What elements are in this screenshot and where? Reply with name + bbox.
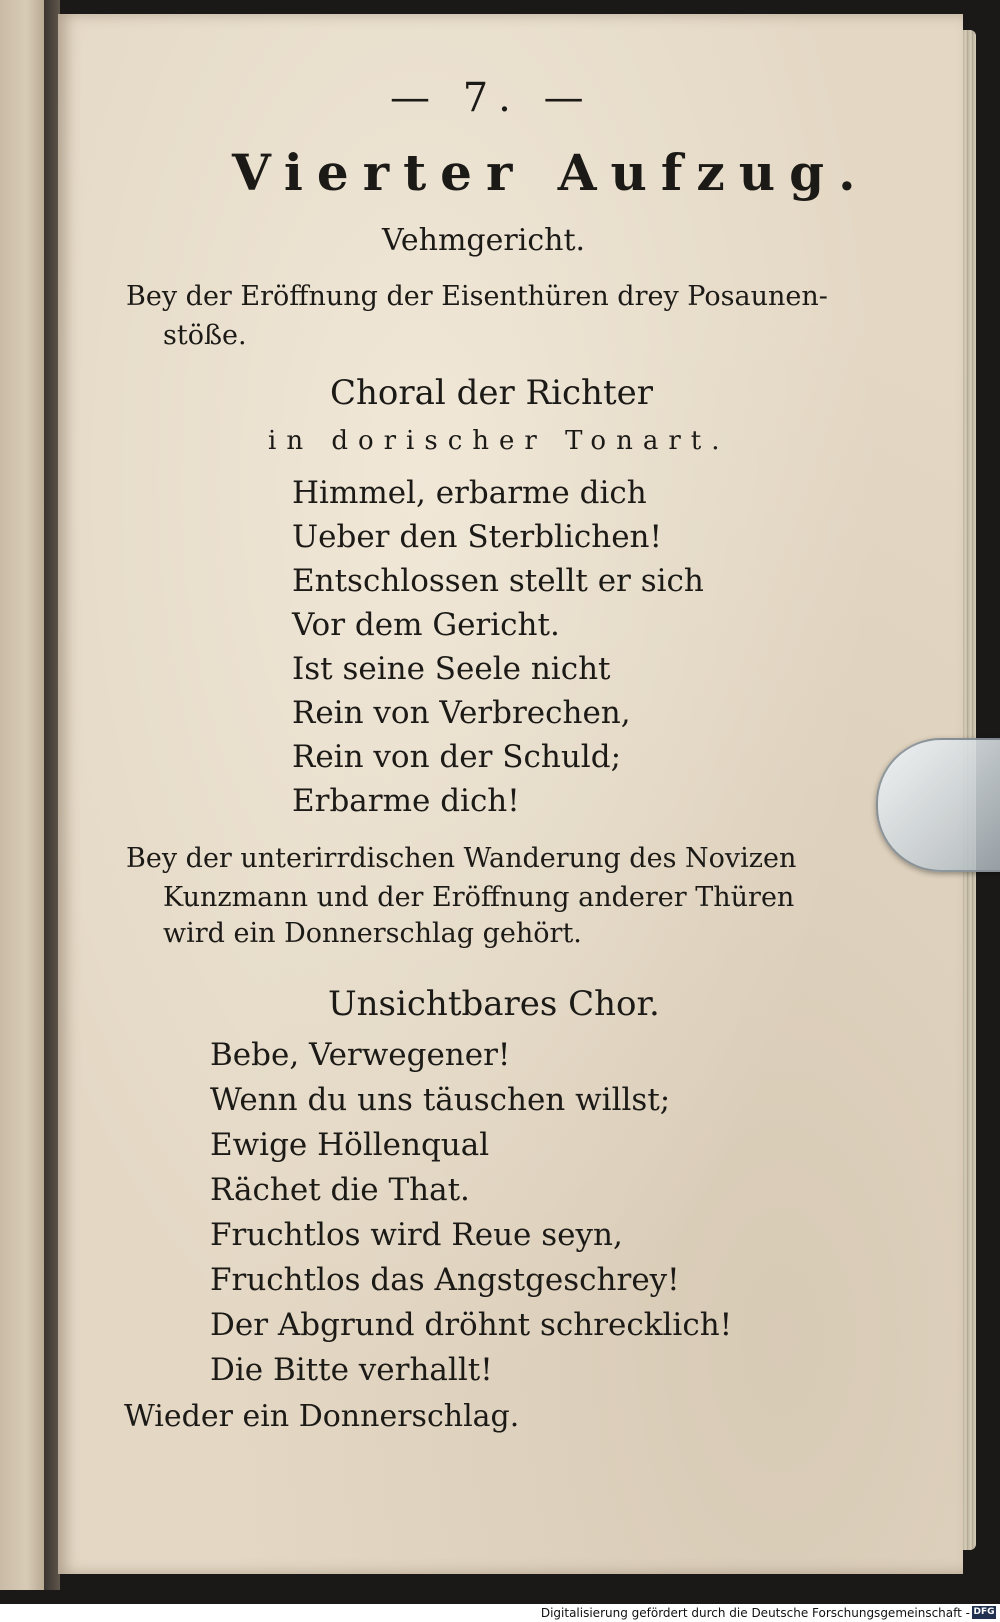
verse-line: Ist seine Seele nicht — [292, 651, 611, 687]
verse-line: Fruchtlos wird Reue seyn, — [210, 1217, 623, 1253]
act-heading: Vierter Aufzug. — [232, 143, 870, 202]
verse-line: Die Bitte verhallt! — [210, 1352, 493, 1388]
stage-direction-line: Wieder ein Donnerschlag. — [124, 1399, 520, 1434]
choral-title: Choral der Richter — [330, 373, 653, 413]
verse-line: Rein von der Schuld; — [292, 739, 622, 775]
verse-line: Vor dem Gericht. — [292, 607, 560, 643]
chorus-title: Unsichtbares Chor. — [328, 984, 660, 1024]
footer-credit: Digitalisierung gefördert durch die Deutsche Forschungsgemeinschaft - — [540, 1606, 970, 1620]
stage-direction-line: stöße. — [163, 320, 247, 351]
verse-line: Fruchtlos das Angstgeschrey! — [210, 1262, 680, 1298]
verse-line: Wenn du uns täuschen willst; — [210, 1082, 671, 1118]
verse-line: Rein von Verbrechen, — [292, 695, 631, 731]
verse-line: Entschlossen stellt er sich — [292, 563, 704, 599]
verse-line: Erbarme dich! — [292, 783, 520, 819]
dfg-logo: DFG — [973, 1607, 995, 1617]
page-clip — [876, 738, 1000, 872]
choral-subtitle: in dorischer Tonart. — [268, 426, 730, 456]
stage-direction-line: Kunzmann und der Eröffnung anderer Thüren — [163, 882, 795, 913]
stage-direction-line: wird ein Donnerschlag gehört. — [163, 918, 582, 949]
page-number: — 7. — — [390, 75, 594, 121]
verse-line: Rächet die That. — [210, 1172, 470, 1208]
verse-line: Himmel, erbarme dich — [292, 475, 647, 511]
scene-subheading: Vehmgericht. — [382, 223, 586, 258]
verse-line: Ueber den Sterblichen! — [292, 519, 662, 555]
stage-direction-line: Bey der unterirrdischen Wanderung des Novizen — [126, 843, 797, 874]
left-page-edge — [0, 0, 44, 1590]
verse-line: Bebe, Verwegener! — [210, 1037, 511, 1073]
stage-direction-line: Bey der Eröffnung der Eisenthüren drey Posaunen- — [126, 281, 828, 312]
verse-line: Ewige Höllenqual — [210, 1127, 490, 1163]
verse-line: Der Abgrund dröhnt schrecklich! — [210, 1307, 733, 1343]
